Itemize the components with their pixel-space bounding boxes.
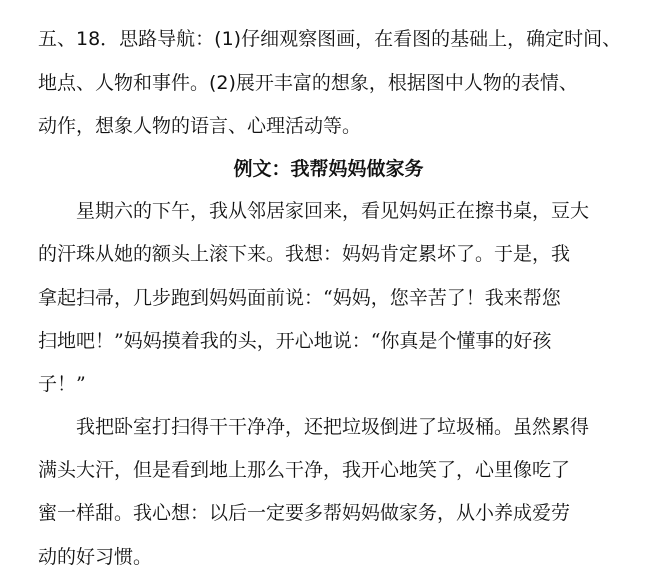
intro-line-1: 五、18．思路导航：(1)仔细观察图画，在看图的基础上，确定时间、 — [38, 28, 622, 50]
essay-paragraph-2-line-3: 蜜一样甜。我心想：以后一定要多帮妈妈做家务，从小养成爱劳 — [38, 502, 571, 524]
essay-paragraph-1-line-1: 星期六的下午，我从邻居家回来，看见妈妈正在擦书桌，豆大 — [76, 200, 590, 222]
intro-line-2: 地点、人物和事件。(2)展开丰富的想象，根据图中人物的表情、 — [38, 72, 578, 94]
essay-title: 例文：我帮妈妈做家务 — [233, 158, 424, 180]
essay-paragraph-1-line-2: 的汗珠从她的额头上滚下来。我想：妈妈肯定累坏了。于是，我 — [38, 243, 571, 265]
essay-paragraph-2-line-1: 我把卧室打扫得干干净净，还把垃圾倒进了垃圾桶。虽然累得 — [76, 416, 590, 438]
intro-line-3: 动作，想象人物的语言、心理活动等。 — [38, 115, 362, 137]
essay-paragraph-1-line-4: 扫地吧！”妈妈摸着我的头，开心地说：“你真是个懂事的好孩 — [38, 330, 552, 352]
essay-paragraph-2-line-2: 满头大汗，但是看到地上那么干净，我开心地笑了，心里像吃了 — [38, 459, 571, 481]
essay-paragraph-1-line-3: 拿起扫帚，几步跑到妈妈面前说：“妈妈，您辛苦了！我来帮您 — [38, 287, 561, 309]
essay-paragraph-1-line-5: 子！” — [38, 373, 86, 395]
essay-paragraph-2-line-4: 动的好习惯。 — [38, 546, 153, 568]
